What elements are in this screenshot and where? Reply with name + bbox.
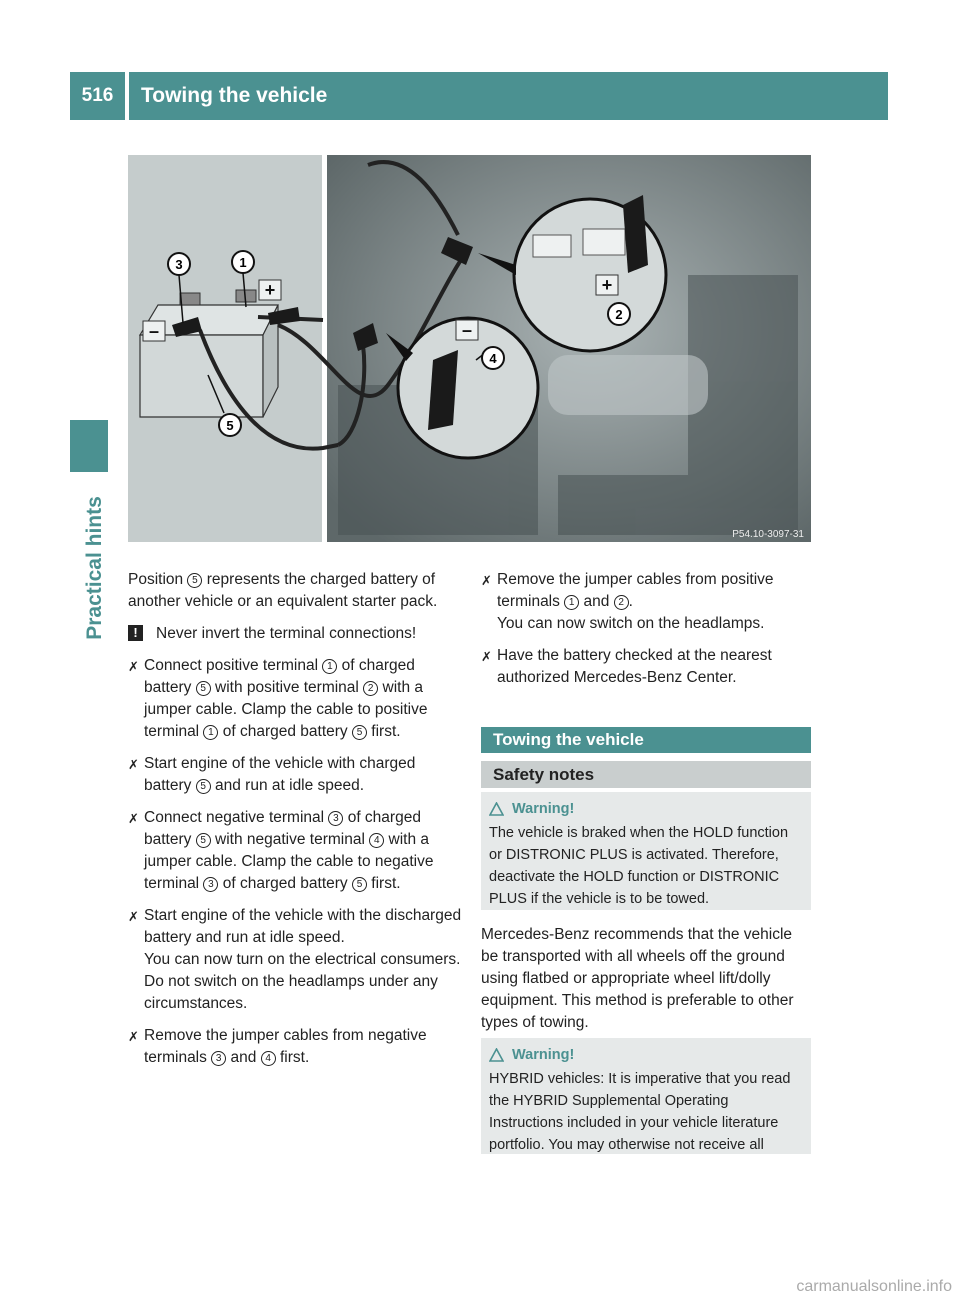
warning-box-hybrid: Warning! HYBRID vehicles: It is imperative that you read the HYBRID Supplemental Operating Instructions included in your vehicle literature portfolio. You may otherwise not receive all (481, 1038, 811, 1154)
callout-3: 3 (175, 257, 183, 272)
caution-note: ! Never invert the terminal connections! (128, 623, 463, 645)
side-tab-marker (70, 420, 108, 472)
step-arrow-icon: ✗ (128, 659, 139, 674)
jump-start-illustration (128, 155, 811, 542)
step-remove-positive: ✗ Remove the jumper cables from positive terminals 1 and 2 . You can now switch on the headlamps. (481, 571, 774, 632)
warning-box-hold: Warning! The vehicle is braked when the HOLD function or DISTRONIC PLUS is activated. Therefore, deactivate the HOLD function or DISTRONIC PLUS if the vehicle is to be towed. (481, 792, 811, 910)
plus-sign-vehicle: + (601, 275, 613, 295)
step-arrow-icon: ✗ (481, 573, 492, 588)
section-heading-towing: Towing the vehicle (481, 727, 811, 753)
callout-5: 5 (226, 418, 234, 433)
step-arrow-icon: ✗ (128, 811, 139, 826)
page-title: Towing the vehicle (129, 72, 888, 120)
page-number: 516 (70, 72, 125, 120)
towing-paragraph: Mercedes-Benz recommends that the vehicle be transported with all wheels off the ground using flatbed or appropriate wheel lift/dolly equipment. This method is preferable to other types of towing. (481, 926, 794, 1031)
side-tab-label: Practical hints (83, 496, 106, 640)
plus-sign-battery: + (264, 280, 276, 300)
step-arrow-icon: ✗ (128, 757, 139, 772)
step-connect-positive: ✗ Connect positive terminal 1 of charged battery 5 with positive terminal 2 with a jumper cable. Clamp the cable to positive terminal 1 of charged battery 5 first. (128, 657, 428, 740)
warning-triangle-icon (489, 802, 504, 816)
exclamation-icon: ! (128, 625, 143, 641)
warning-triangle-icon (489, 1048, 504, 1062)
step-remove-negative: ✗ Remove the jumper cables from negative terminals 3 and 4 first. (128, 1027, 427, 1066)
step-arrow-icon: ✗ (481, 649, 492, 664)
step-start-engine-charged: ✗ Start engine of the vehicle with charged battery 5 and run at idle speed. (128, 755, 416, 794)
callout-4: 4 (489, 351, 497, 366)
section-heading-safety: Safety notes (481, 761, 811, 788)
step-connect-negative: ✗ Connect negative terminal 3 of charged battery 5 with negative terminal 4 with a jumper cable. Clamp the cable to negative terminal 3 of charged battery 5 first. (128, 809, 434, 892)
callout-1: 1 (239, 255, 247, 270)
left-column (128, 569, 463, 1079)
callout-2: 2 (615, 307, 623, 322)
side-tab (70, 478, 120, 658)
watermark: carmanualsonline.info (796, 1278, 952, 1295)
step-arrow-icon: ✗ (128, 909, 139, 924)
step-arrow-icon: ✗ (128, 1029, 139, 1044)
image-code: P54.10-3097-31 (732, 529, 804, 540)
step-start-engine-discharged: ✗ Start engine of the vehicle with the discharged battery and run at idle speed. You can now turn on the electrical consumers. Do not switch on the headlamps under any circumstances. (128, 907, 462, 1012)
minus-sign-vehicle: – (461, 320, 473, 340)
intro-paragraph: Position 5 represents the charged battery of another vehicle or an equivalent starter pack. (128, 571, 438, 610)
right-column (481, 569, 811, 699)
minus-sign-battery: – (148, 321, 160, 341)
step-battery-check: ✗ Have the battery checked at the nearest authorized Mercedes-Benz Center. (481, 647, 772, 686)
